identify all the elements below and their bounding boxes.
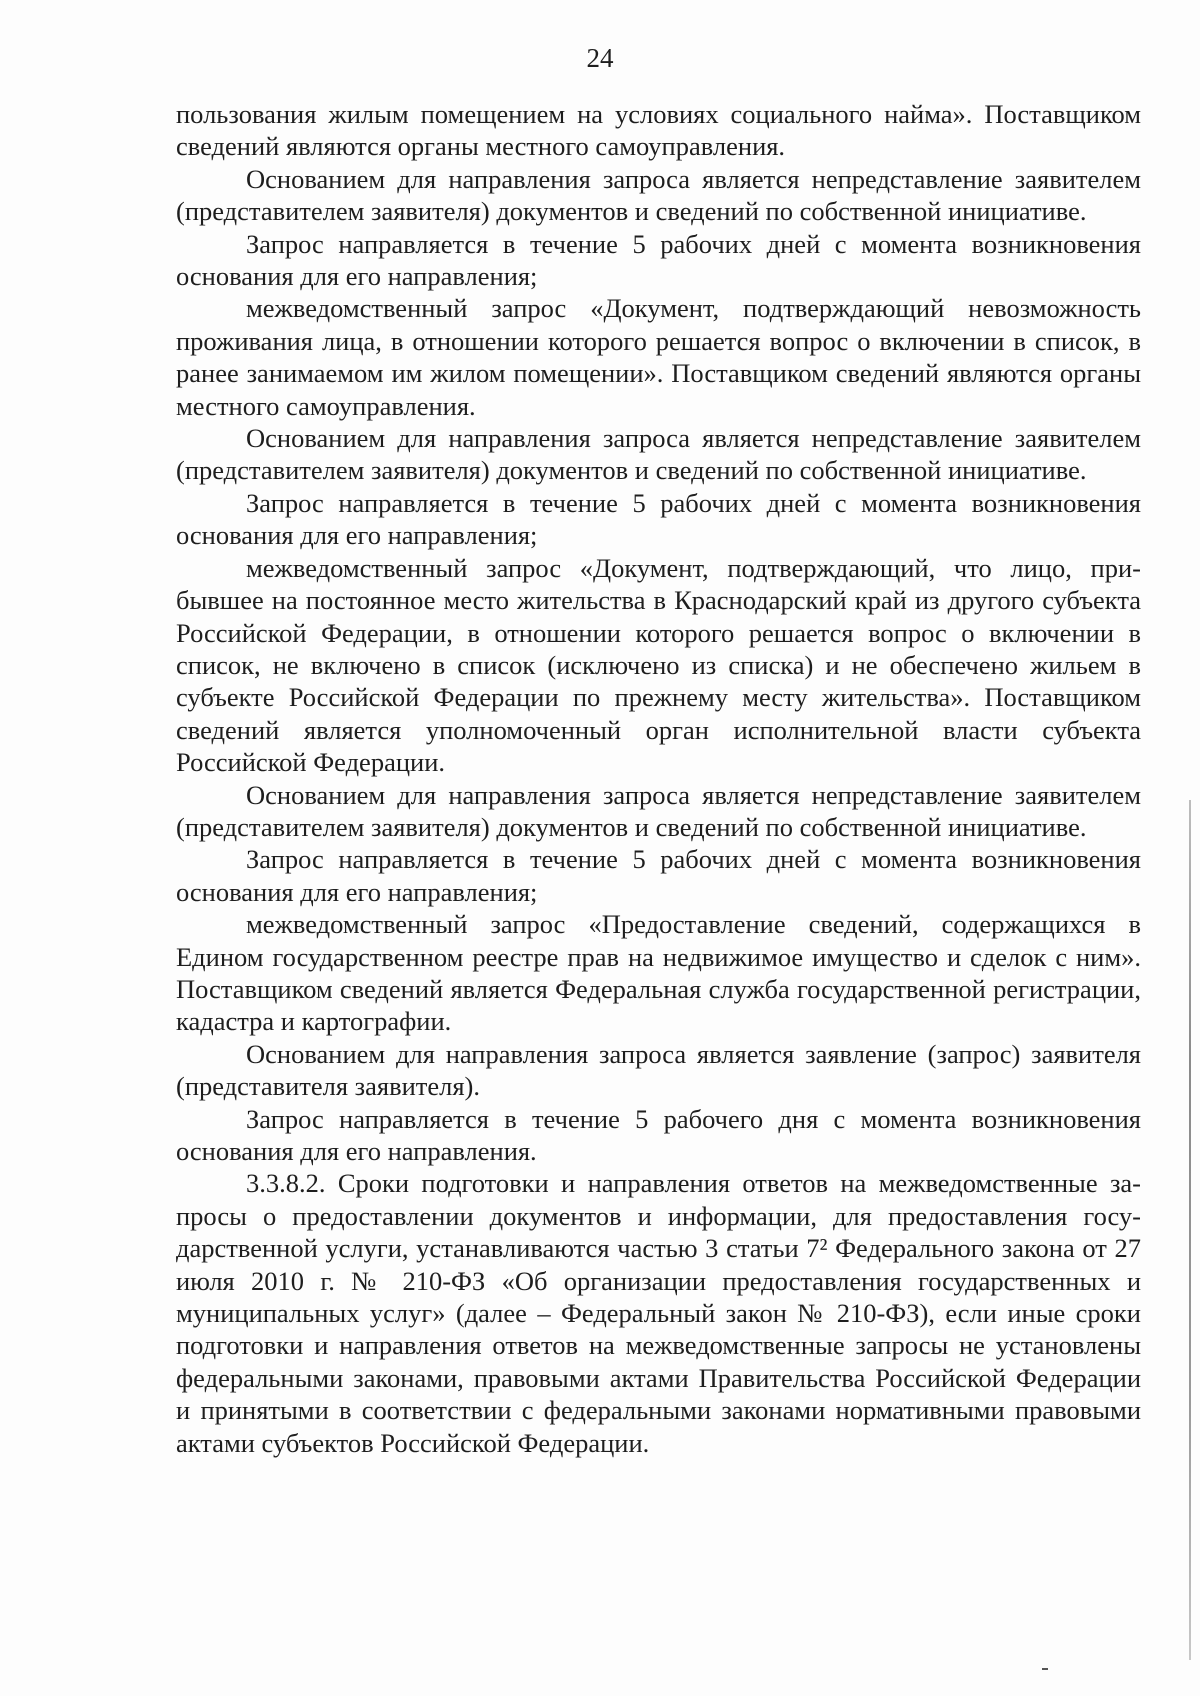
paragraph-deadline-2: Запрос направляется в течение 5 рабочих дней с момента возникновения основания для его направления; <box>176 487 1141 551</box>
paragraph-request-relocation: межведомственный запрос «Документ, подтверждающий, что лицо, прибывшее на постоянное место жительства в Краснодарский край из другого субъекта Российской Федерации, в отношении которого решается вопрос о включении в список, не включено в список (исключено из списка) и не обеспечено жильем в субъекте Российской Федерации по прежнему месту жительства». Поставщиком сведений является уполномоченный орган исполнительной власти субъекта Российской Федерации. <box>176 552 1141 778</box>
paragraph-basis-4: Основанием для направления запроса является заявление (запрос) заявителя (представителя заявителя). <box>176 1038 1141 1102</box>
paragraph-deadline-3: Запрос направляется в течение 5 рабочих дней с момента возникновения основания для его направления; <box>176 844 1141 907</box>
scan-edge-line <box>1189 800 1191 1660</box>
paragraph-basis-3: Основанием для направления запроса является непредставление заявителем (представителем заявителя) документов и сведений по собственной инициативе. <box>176 779 1141 842</box>
paragraph-request-registry: межведомственный запрос «Предоставление сведений, содержащихся в Едином государственном реестре прав на недвижимое имущество и сделок с ним». Поставщиком сведений является Федеральная служба государственной регистрации, кадастра и картографии. <box>176 909 1141 1037</box>
paragraph-deadline-4: Запрос направляется в течение 5 рабочего дня с момента возникновения основания для его направления. <box>176 1103 1141 1166</box>
paragraph-deadline-1: Запрос направляется в течение 5 рабочих дней с момента возникновения основания для его направления; <box>176 228 1141 292</box>
paragraph-basis-1: Основанием для направления запроса является непредставление заявителем (представителем заявителя) документов и сведений по собственной инициативе. <box>176 163 1141 227</box>
paragraph-basis-2: Основанием для направления запроса является непредставление заявителем (представителем заявителя) документов и сведений по собственной инициативе. <box>176 423 1141 486</box>
paragraph-section-3-3-8-2: 3.3.8.2. Сроки подготовки и направления ответов на межведомственные запросы о предоставлении документов и информации, для предоставления государственной услуги, устанавливаются частью 3 статьи 7² Федерального закона от 27 июля 2010 г. № 210-ФЗ «Об организации предоставления государственных и муниципальных услуг» (далее – Федеральный закон № 210-ФЗ), если иные сроки подготовки и направления ответов на межведомственные запросы не установлены федеральными законами, правовыми актами Правительства Российской Федерации и принятыми в соответствии с федеральными законами нормативными правовыми актами субъектов Российской Федерации. <box>176 1168 1141 1458</box>
document-body <box>176 98 1141 1459</box>
page-number: 24 <box>586 43 614 73</box>
paragraph-continuation: пользования жилым помещением на условиях социального найма». Поставщиком сведений являются органы местного самоуправления. <box>176 99 1141 162</box>
scan-mark <box>1042 1668 1048 1670</box>
paragraph-request-impossibility: межведомственный запрос «Документ, подтверждающий невозможность проживания лица, в отношении которого решается вопрос о включении в список, в ранее занимаемом им жилом помещении». Поставщиком сведений являются органы местного самоуправления. <box>176 293 1141 421</box>
